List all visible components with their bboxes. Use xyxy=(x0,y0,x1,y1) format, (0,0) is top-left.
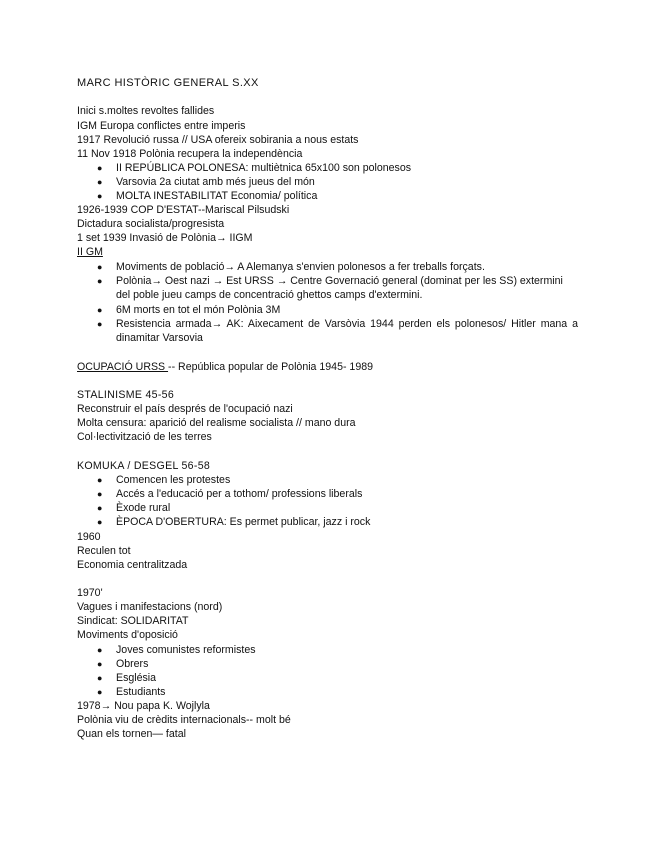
text-line: IGM Europa conflictes entre imperis xyxy=(77,120,246,132)
text-line: 1 set 1939 Invasió de Polònia→ IIGM xyxy=(77,232,253,244)
bullet-icon: ● xyxy=(97,177,103,187)
bullet-item: ÈPOCA D'OBERTURA: Es permet publicar, jazz i rock xyxy=(116,516,371,528)
bullet-item: Resistencia armada→ AK: Aixecament de Varsòvia 1944 perden els polonesos/ Hitler mana a xyxy=(116,318,578,330)
section-heading-iigm: II GM xyxy=(77,246,103,258)
text-line: 1970' xyxy=(77,587,103,599)
text-line: Reculen tot xyxy=(77,545,131,557)
text-line: 1926-1939 COP D'ESTAT--Mariscal Pilsudski xyxy=(77,204,290,216)
bullet-icon: ● xyxy=(97,517,103,527)
bullet-icon: ● xyxy=(97,305,103,315)
text-line: 11 Nov 1918 Polònia recupera la independència xyxy=(77,148,303,160)
bullet-item: 6M morts en tot el món Polònia 3M xyxy=(116,304,281,316)
bullet-item: Estudiants xyxy=(116,686,166,698)
bullet-item: Èxode rural xyxy=(116,502,171,514)
text-line: Quan els tornen— fatal xyxy=(77,728,186,740)
bullet-icon: ● xyxy=(97,645,103,655)
text-line: Inici s.moltes revoltes fallides xyxy=(77,105,215,117)
section-heading-stalinism: STALINISME 45-56 xyxy=(77,389,175,401)
bullet-icon: ● xyxy=(97,659,103,669)
text-line: Vagues i manifestacions (nord) xyxy=(77,601,223,613)
bullet-item: MOLTA INESTABILITAT Economia/ política xyxy=(116,190,318,202)
bullet-icon: ● xyxy=(97,687,103,697)
text-line: Col·lectivització de les terres xyxy=(77,431,212,443)
bullet-icon: ● xyxy=(97,276,103,286)
text-line: Sindicat: SOLIDARITAT xyxy=(77,615,189,627)
bullet-icon: ● xyxy=(97,319,103,329)
text-line: Polònia viu de crèdits internacionals-- molt bé xyxy=(77,714,291,726)
section-heading-occupation: OCUPACIÓ URSS xyxy=(77,361,169,373)
text-line: Dictadura socialista/progresista xyxy=(77,218,225,230)
bullet-icon: ● xyxy=(97,262,103,272)
bullet-icon: ● xyxy=(97,489,103,499)
bullet-icon: ● xyxy=(97,163,103,173)
text-line: 1917 Revolució russa // USA ofereix sobirania a nous estats xyxy=(77,134,359,146)
document-title: MARC HISTÒRIC GENERAL S.XX xyxy=(77,77,259,89)
section-heading-komuka: KOMUKA / DESGEL 56-58 xyxy=(77,460,211,472)
text-line: 1978→ Nou papa K. Wojlyla xyxy=(77,700,210,712)
text-line: Reconstruir el país després de l'ocupació nazi xyxy=(77,403,293,415)
bullet-item-continuation: del poble jueu camps de concentració ghettos camps d'extermini. xyxy=(116,289,423,301)
bullet-item: Obrers xyxy=(116,658,149,670)
bullet-item: Accés a l'educació per a tothom/ professions liberals xyxy=(116,488,363,500)
text-line: Molta censura: aparició del realisme socialista // mano dura xyxy=(77,417,356,429)
bullet-icon: ● xyxy=(97,503,103,513)
bullet-item: Polònia→ Oest nazi → Est URSS → Centre Governació general (dominat per les SS) extermini xyxy=(116,275,563,287)
bullet-item: Moviments de població→ A Alemanya s'envien polonesos a fer treballs forçats. xyxy=(116,261,485,273)
bullet-icon: ● xyxy=(97,475,103,485)
text-line: Economia centralitzada xyxy=(77,559,188,571)
bullet-icon: ● xyxy=(97,673,103,683)
text-line: Moviments d'oposició xyxy=(77,629,178,641)
bullet-item-continuation: dinamitar Varsovia xyxy=(116,332,203,344)
bullet-item: Joves comunistes reformistes xyxy=(116,644,256,656)
bullet-item: II REPÚBLICA POLONESA: multiètnica 65x100 son polonesos xyxy=(116,162,412,174)
bullet-icon: ● xyxy=(97,191,103,201)
bullet-item: Església xyxy=(116,672,157,684)
occupation-text: -- República popular de Polònia 1945- 1989 xyxy=(168,361,374,373)
occupation-line xyxy=(77,361,373,374)
text-line: 1960 xyxy=(77,531,101,543)
bullet-item: Varsovia 2a ciutat amb més jueus del món xyxy=(116,176,315,188)
bullet-item: Comencen les protestes xyxy=(116,474,231,486)
